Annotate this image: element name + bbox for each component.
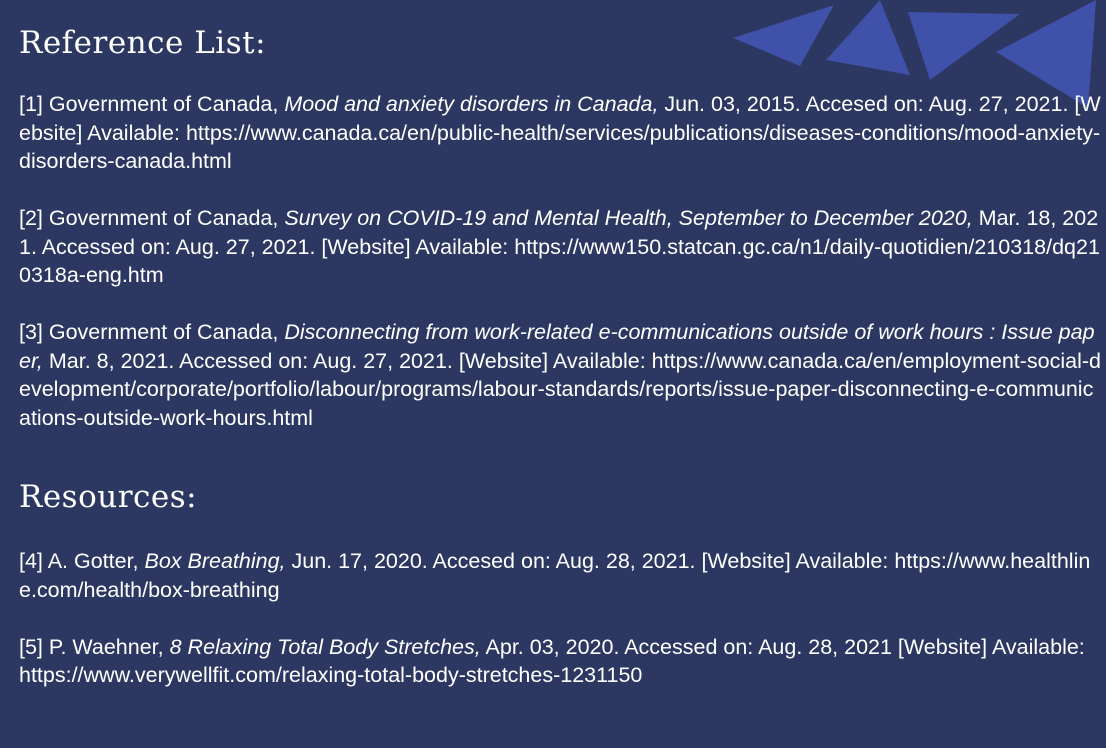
reference-prefix: [4] A. Gotter,	[19, 549, 145, 573]
reference-list-heading: Reference List:	[19, 25, 267, 61]
reference-prefix: [3] Government of Canada,	[19, 320, 285, 344]
resource-item-4	[19, 547, 1101, 604]
reference-list	[19, 90, 1101, 432]
reference-prefix: [5] P. Waehner,	[19, 634, 170, 659]
reference-prefix: [1] Government of Canada,	[19, 92, 285, 116]
reference-details: Mar. 18, 2021. Accessed on: Aug. 27, 2021. [Website] Available: https://www150.statcan.gc.ca/n1/daily-quotidien/210318/dq210318a-eng.htm	[19, 206, 1100, 287]
reference-prefix: [2] Government of Canada,	[19, 206, 285, 230]
reference-details: Mar. 8, 2021. Accessed on: Aug. 27, 2021. [Website] Available: https://www.canada.ca/en/employment-social-development/corporate/portfolio/labour/programs/labour-standards/reports/issue-paper-disconnecting-e-communications-outside-work-hours.html	[19, 348, 1102, 430]
reference-title: 8 Relaxing Total Body Stretches,	[169, 634, 481, 659]
reference-title: Mood and anxiety disorders in Canada,	[284, 92, 659, 116]
reference-item-3	[19, 318, 1101, 432]
references-document	[19, 0, 1101, 690]
reference-title: Survey on COVID-19 and Mental Health, September to December 2020,	[284, 206, 973, 230]
reference-details: Jun. 17, 2020. Accesed on: Aug. 28, 2021. [Website] Available: https://www.healthline.com/health/box-breathing	[19, 549, 1091, 602]
reference-details: Apr. 03, 2020. Accessed on: Aug. 28, 2021 [Website] Available: https://www.verywellfit.com/relaxing-total-body-stretches-1231150	[19, 634, 1085, 687]
reference-details: Jun. 03, 2015. Accesed on: Aug. 27, 2021. [Website] Available: https://www.canada.ca/en/public-health/services/publications/diseases-conditions/mood-anxiety-disorders-canada.html	[19, 92, 1101, 173]
reference-title: Box Breathing,	[144, 549, 286, 573]
reference-item-2	[19, 204, 1101, 290]
resources-heading: Resources:	[19, 479, 198, 515]
reference-item-1	[19, 90, 1101, 176]
resources-list	[19, 547, 1101, 690]
reference-title: Disconnecting from work-related e-communications outside of work hours : Issue paper,	[19, 320, 1095, 373]
resource-item-5	[19, 633, 1101, 690]
